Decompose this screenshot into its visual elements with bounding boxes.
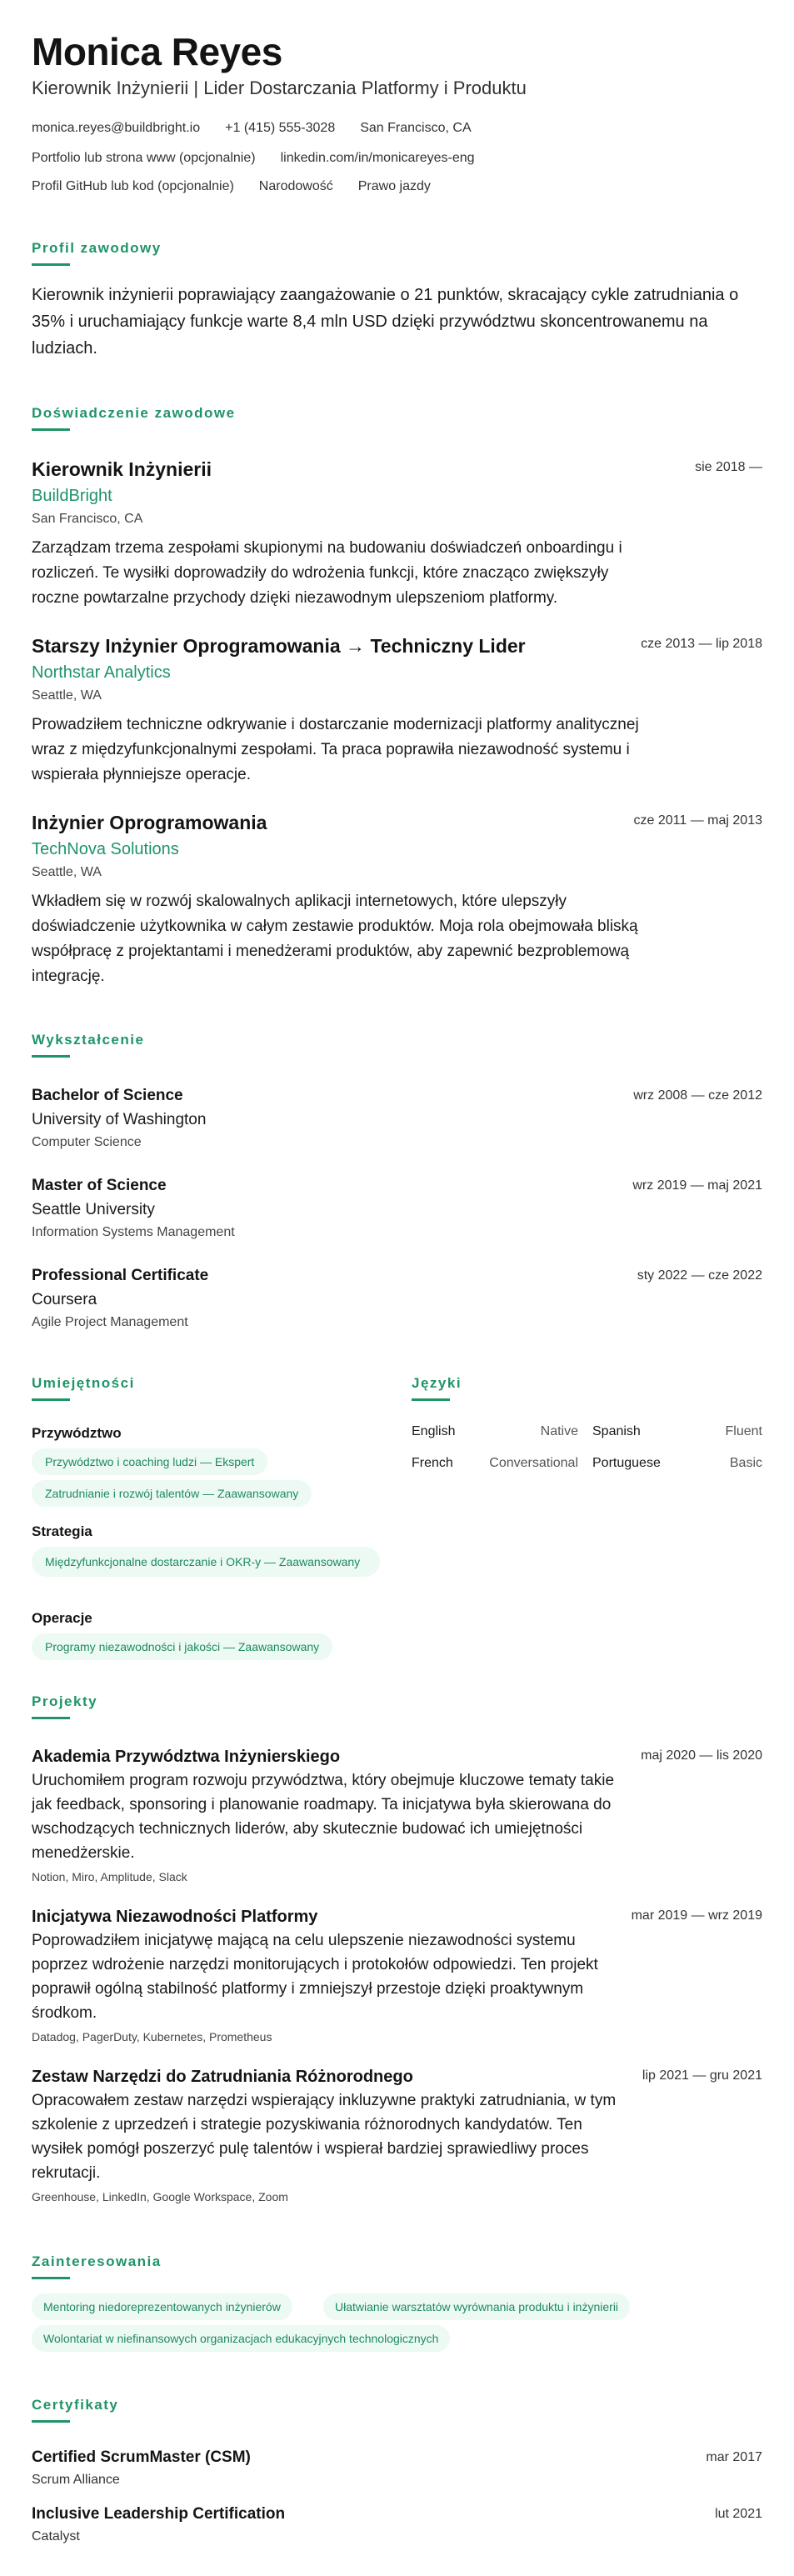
phone[interactable]: +1 (415) 555-3028 [225, 121, 336, 135]
section-title-skills: Umiejętności [32, 1375, 135, 1391]
interest-tag: Wolontariat w niefinansowych organizacjach edukacyjnych technologicznych [32, 2325, 450, 2352]
language-level: Conversational [489, 1456, 578, 1470]
contact-line-1 [32, 118, 472, 138]
edu-degree: Bachelor of Science [32, 1087, 183, 1104]
job-company: Northstar Analytics [32, 663, 171, 682]
interest-tag: Mentoring niedoreprezentowanych inżynierów [32, 2293, 292, 2320]
candidate-name: Monica Reyes [32, 30, 282, 73]
skill-category: Operacje [32, 1610, 92, 1626]
project-date: lip 2021 — gru 2021 [642, 2068, 762, 2083]
section-rule [32, 428, 70, 431]
section-title-languages: Języki [412, 1375, 462, 1391]
certificate-name: Certified ScrumMaster (CSM) [32, 2448, 251, 2466]
job-description: Prowadziłem techniczne odkrywanie i dostarczanie modernizacji platformy analitycznej wraz z międzyfunkcjonalnymi zespołami. Ta praca poprawiła niezawodność systemu i wspierała płynniejsze operacje. [32, 716, 639, 783]
project-entry [32, 2065, 762, 2206]
job-location: Seattle, WA [32, 688, 102, 703]
edu-date: wrz 2019 — maj 2021 [632, 1178, 762, 1193]
contact-line-2 [32, 148, 475, 168]
job-company: TechNova Solutions [32, 840, 179, 858]
education-entry [32, 1265, 762, 1333]
skill-category: Strategia [32, 1523, 92, 1539]
project-date: maj 2020 — lis 2020 [641, 1748, 762, 1763]
language-level: Fluent [725, 1424, 762, 1438]
section-title-education: Wykształcenie [32, 1032, 145, 1048]
job-entry [32, 810, 762, 989]
edu-school: Coursera [32, 1291, 97, 1308]
project-title: Inicjatywa Niezawodności Platformy [32, 1908, 318, 1926]
language-name: Portuguese [592, 1456, 661, 1470]
section-title-certificates: Certyfikaty [32, 2397, 119, 2413]
section-rule [32, 263, 70, 266]
project-description: Opracowałem zestaw narzędzi wspierający inkluzywne praktyki zatrudniania, w tym szkolenie z uprzedzeń i strategie pozyskiwania różnorodnych kandydatów. Ten wysiłek pomógł poszerzyć pulę talentów i wspierał bardziej sprawiedliwy proces rekrutacji. [32, 2092, 617, 2182]
skill-tag: Przywództwo i coaching ludzi — Ekspert [32, 1448, 267, 1475]
job-description: Wkładłem się w rozwój skalowalnych aplikacji internetowych, które ulepszyły doświadczenie użytkownika w całym zestawie produktów. Moja rola obejmowała bliską współpracę z projektantami i menedżerami produktów, aby zapewnić bezproblemową integrację. [32, 893, 638, 985]
education-entry [32, 1085, 762, 1153]
github-link[interactable]: Profil GitHub lub kod (opcjonalnie) [32, 179, 234, 193]
job-entry [32, 457, 762, 611]
job-location: Seattle, WA [32, 865, 102, 879]
language-name: French [412, 1456, 453, 1470]
language-name: Spanish [592, 1424, 641, 1438]
project-date: mar 2019 — wrz 2019 [631, 1908, 762, 1923]
skill-category: Przywództwo [32, 1425, 122, 1441]
project-entry [32, 1905, 762, 2046]
job-date: sie 2018 — [695, 460, 762, 474]
contact-line-3 [32, 177, 431, 197]
job-entry [32, 633, 762, 788]
job-date: cze 2013 — lip 2018 [641, 637, 762, 651]
project-title: Akademia Przywództwa Inżynierskiego [32, 1748, 341, 1766]
language-name: English [412, 1424, 456, 1438]
certificate-date: mar 2017 [706, 2450, 762, 2464]
edu-date: wrz 2008 — cze 2012 [633, 1088, 762, 1103]
certificate-issuer: Scrum Alliance [32, 2473, 120, 2487]
skill-tag: Zatrudnianie i rozwój talentów — Zaawansowany [32, 1480, 312, 1507]
location: San Francisco, CA [360, 121, 472, 135]
job-title: Inżynier Oprogramowania [32, 812, 267, 833]
skill-tag: Programy niezawodności i jakości — Zaawansowany [32, 1633, 332, 1660]
section-title-projects: Projekty [32, 1693, 98, 1709]
section-rule [32, 1398, 70, 1401]
skill-tag: Międzyfunkcjonalne dostarczanie i OKR-y — Zaawansowany [32, 1547, 380, 1577]
project-description: Uruchomiłem program rozwoju przywództwa, który obejmuje kluczowe tematy takie jak feedback, sponsoring i planowanie roadmapy. Ta inicjatywa była skierowana do wschodzących technicznych liderów, aby skutecznie budować ich umiejętności menedżerskie. [32, 1772, 615, 1862]
edu-degree: Master of Science [32, 1177, 167, 1194]
section-rule [32, 2420, 70, 2423]
project-entry [32, 1745, 762, 1886]
edu-school: Seattle University [32, 1201, 155, 1218]
project-title: Zestaw Narzędzi do Zatrudniania Różnorodnego [32, 2068, 413, 2086]
portfolio-link[interactable]: Portfolio lub strona www (opcjonalnie) [32, 151, 256, 165]
job-date: cze 2011 — maj 2013 [633, 813, 762, 828]
edu-field: Agile Project Management [32, 1315, 188, 1329]
edu-school: University of Washington [32, 1111, 207, 1128]
section-rule [412, 1398, 450, 1401]
email[interactable]: monica.reyes@buildbright.io [32, 121, 201, 135]
project-description: Poprowadziłem inicjatywę mającą na celu ulepszenie niezawodności systemu poprzez wdrożenie narzędzi monitorujących i protokołów odpowiedzi. Ten projekt poprawił ogólną stabilność platformy i zmniejszył przestoje dzięki proaktywnym środkom. [32, 1932, 598, 2022]
project-tech-stack: Greenhouse, LinkedIn, Google Workspace, Zoom [32, 2190, 288, 2203]
language-level: Basic [729, 1456, 762, 1470]
profile-summary: Kierownik inżynierii poprawiający zaangażowanie o 21 punktów, skracający cykle zatrudniania o 35% i uruchamiający funkcje warte 8,4 mln USD dzięki przywództwu skoncentrowanemu na ludziach. [32, 286, 739, 358]
certificate-date: lut 2021 [715, 2507, 762, 2521]
language-level: Native [540, 1424, 578, 1438]
candidate-headline: Kierownik Inżynierii | Lider Dostarczania Platformy i Produktu [32, 78, 527, 98]
edu-degree: Professional Certificate [32, 1267, 209, 1284]
section-title-interests: Zainteresowania [32, 2253, 162, 2269]
project-tech-stack: Notion, Miro, Amplitude, Slack [32, 1870, 187, 1883]
section-rule [32, 2277, 70, 2279]
education-entry [32, 1175, 762, 1243]
job-location: San Francisco, CA [32, 512, 143, 526]
certificate-entry [32, 2447, 762, 2490]
certificate-entry [32, 2503, 762, 2547]
driving-license: Prawo jazdy [357, 179, 431, 193]
job-description: Zarządzam trzema zespołami skupionymi na budowaniu doświadczeń onboardingu i rozliczeń. Te wysiłki doprowadziły do wdrożenia funkcji, które znacząco zwiększyły roczne powtarzalne przychody dzięki niezawodnym ulepszeniom platformy. [32, 539, 622, 607]
interest-tag: Ułatwianie warsztatów wyrównania produktu i inżynierii [323, 2293, 630, 2320]
certificate-issuer: Catalyst [32, 2529, 80, 2543]
edu-field: Computer Science [32, 1135, 142, 1149]
edu-date: sty 2022 — cze 2022 [637, 1268, 762, 1283]
section-rule [32, 1717, 70, 1719]
job-title: Kierownik Inżynierii [32, 458, 212, 480]
nationality: Narodowość [258, 179, 333, 193]
certificate-name: Inclusive Leadership Certification [32, 2505, 286, 2523]
section-title-profile: Profil zawodowy [32, 240, 162, 256]
linkedin-link[interactable]: linkedin.com/in/monicareyes-eng [280, 151, 475, 165]
job-title: Starszy Inżynier Oprogramowania → Techniczny Lider [32, 635, 526, 657]
section-rule [32, 1055, 70, 1058]
edu-field: Information Systems Management [32, 1225, 235, 1239]
section-title-experience: Doświadczenie zawodowe [32, 405, 236, 421]
job-company: BuildBright [32, 487, 112, 505]
project-tech-stack: Datadog, PagerDuty, Kubernetes, Prometheus [32, 2030, 272, 2043]
